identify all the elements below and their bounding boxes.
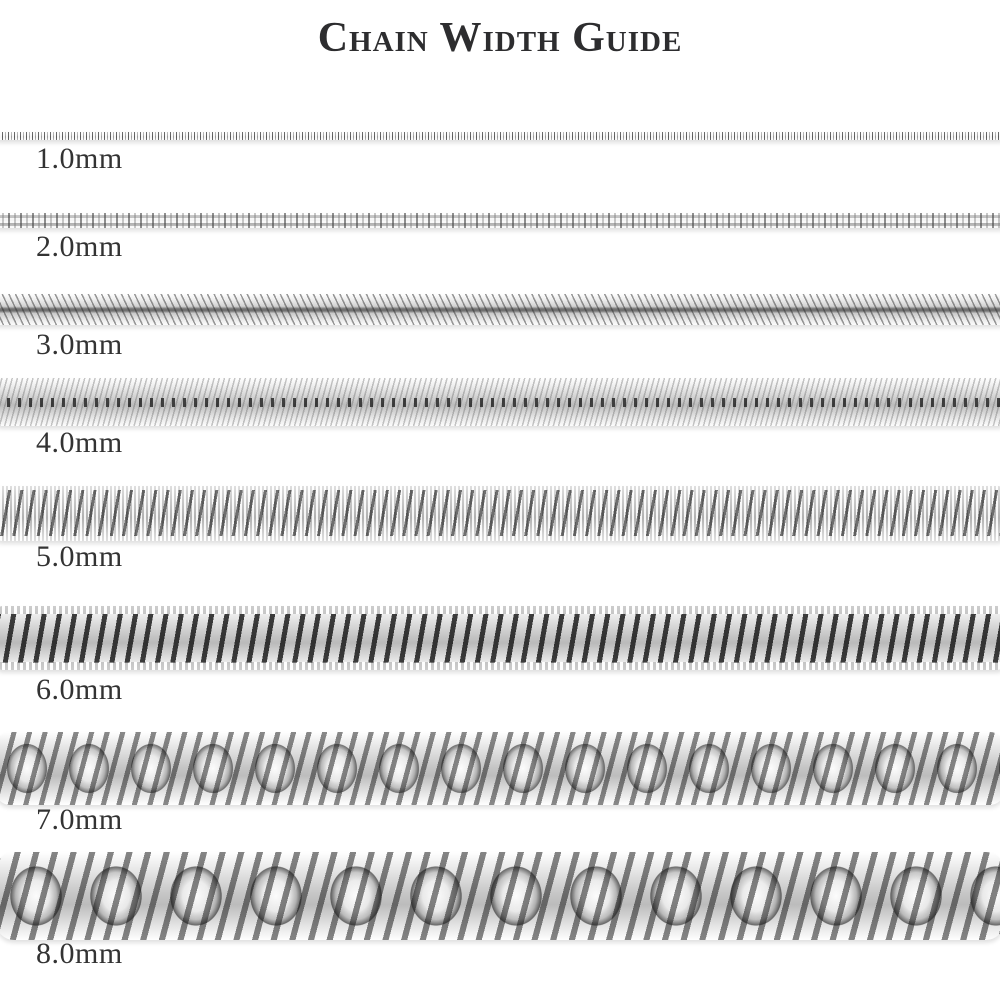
- chain-image-box: [0, 213, 1000, 228]
- chain-width-label: 7.0mm: [36, 803, 123, 836]
- chain-width-label: 1.0mm: [36, 142, 123, 175]
- chain-width-label: 3.0mm: [36, 328, 123, 361]
- chain-width-label: 4.0mm: [36, 426, 123, 459]
- chain-image-rope: [0, 852, 1000, 940]
- chain-image-snake: [0, 378, 1000, 426]
- chain-image-snake: [0, 486, 1000, 541]
- page-title: Chain Width Guide: [317, 15, 683, 61]
- chain-image-rope: [0, 732, 1000, 805]
- chain-width-label: 8.0mm: [36, 937, 123, 970]
- chain-width-label: 6.0mm: [36, 673, 123, 706]
- chain-width-label: 2.0mm: [36, 230, 123, 263]
- chain-image-snake: [0, 294, 1000, 325]
- chain-image-snake: [0, 606, 1000, 670]
- chain-image-fine-cable: [0, 132, 1000, 140]
- chain-width-label: 5.0mm: [36, 540, 123, 573]
